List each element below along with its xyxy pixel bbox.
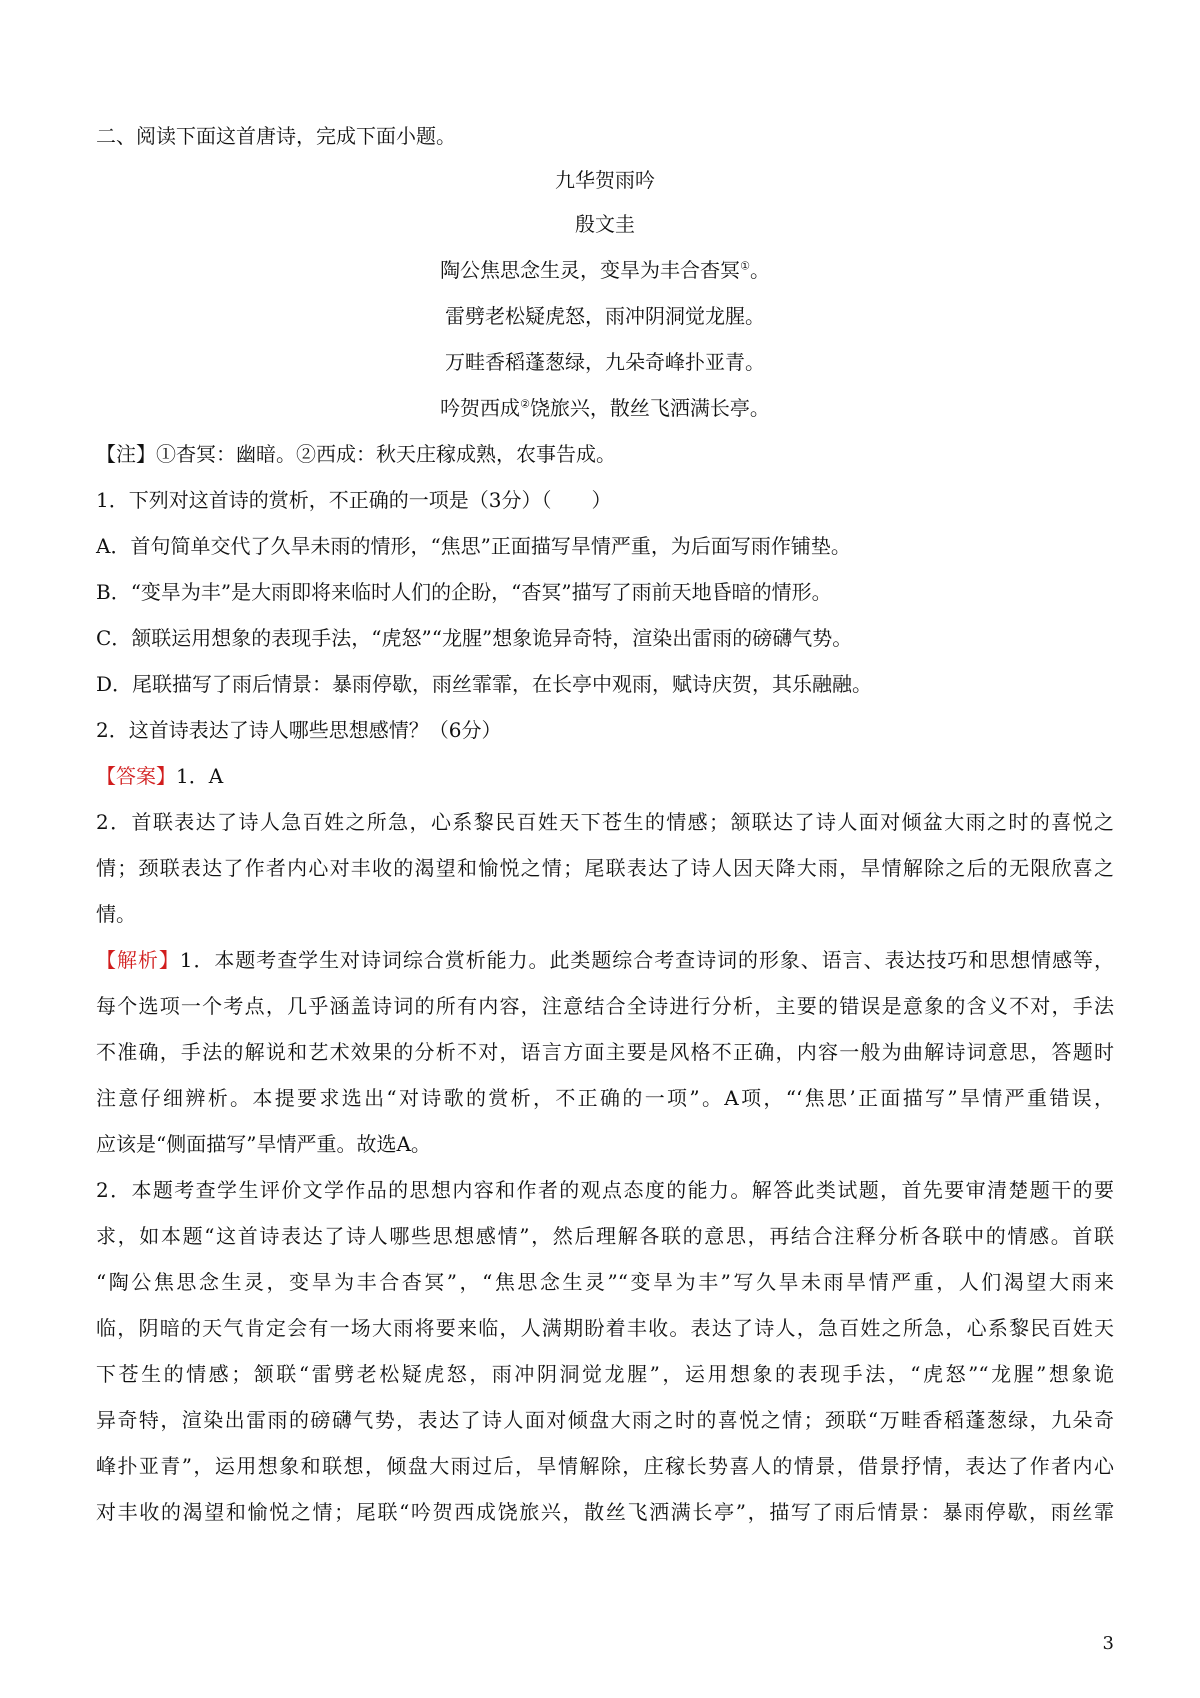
poem-author: 殷文圭 (575, 212, 635, 236)
analysis-p2-line-1: 2．本题考查学生评价文学作品的思想内容和作者的观点态度的能力。解答此类试题，首先要审清楚题干的要 (96, 1178, 1114, 1202)
analysis-p1-line-3: 不准确，手法的解说和艺术效果的分析不对，语言方面主要是风格不正确，内容一般为曲解诗词意思，答题时 (96, 1040, 1114, 1064)
option-a: A．首句简单交代了久旱未雨的情形，“焦思”正面描写旱情严重，为后面写雨作铺垫。 (96, 534, 851, 558)
analysis-p2-line-6: 异奇特，渲染出雷雨的磅礴气势，表达了诗人面对倾盘大雨之时的喜悦之情；颈联“万畦香稻蓬葱绿，九朵奇 (96, 1408, 1114, 1432)
analysis-p2-line-5: 下苍生的情感；颔联“雷劈老松疑虎怒，雨冲阴洞觉龙腥”，运用想象的表现手法，“虎怒”“龙腥”想象诡 (96, 1362, 1114, 1386)
analysis-p2-line-4: 临，阴暗的天气肯定会有一场大雨将要来临，人满期盼着丰收。表达了诗人，急百姓之所急，心系黎民百姓天 (96, 1316, 1114, 1340)
poem-line-1: 陶公焦思念生灵，变旱为丰合杳冥①。 (440, 258, 770, 282)
analysis-label: 【解析】 (96, 948, 180, 972)
poem-line-2: 雷劈老松疑虎怒，雨冲阴洞觉龙腥。 (445, 304, 765, 328)
page-number: 3 (1102, 1633, 1114, 1654)
option-c: C．颔联运用想象的表现手法，“虎怒”“龙腥”想象诡异奇特，渲染出雷雨的磅礴气势。 (96, 626, 853, 650)
analysis-p2-line-2: 求，如本题“这首诗表达了诗人哪些思想感情”，然后理解各联的意思，再结合注释分析各联中的情感。首联 (96, 1224, 1114, 1248)
question-1: 1．下列对这首诗的赏析，不正确的一项是（3分）（ ） (96, 488, 612, 512)
answer-label: 【答案】 (96, 764, 176, 788)
answer-q1: 【答案】1．A (96, 764, 224, 788)
answer-q2-line-1: 2．首联表达了诗人急百姓之所急，心系黎民百姓天下苍生的情感；颔联达了诗人面对倾盆大雨之时的喜悦之 (96, 810, 1114, 834)
section-heading: 二、阅读下面这首唐诗，完成下面小题。 (96, 124, 456, 148)
analysis-p1-line-4: 注意仔细辨析。本提要求选出“对诗歌的赏析，不正确的一项”。A项，“‘焦思’正面描写”旱情严重错误， (96, 1086, 1114, 1110)
poem-line-3: 万畦香稻蓬葱绿，九朵奇峰扑亚青。 (445, 350, 765, 374)
analysis-p1-line-2: 每个选项一个考点，几乎涵盖诗词的所有内容，注意结合全诗进行分析，主要的错误是意象的含义不对，手法 (96, 994, 1114, 1018)
poem-note: 【注】①杳冥：幽暗。②西成：秋天庄稼成熟，农事告成。 (96, 442, 616, 466)
analysis-p2-line-7: 峰扑亚青”，运用想象和联想，倾盘大雨过后，旱情解除，庄稼长势喜人的情景，借景抒情，表达了作者内心 (96, 1454, 1114, 1478)
analysis-p1-line-1: 【解析】1．本题考查学生对诗词综合赏析能力。此类题综合考查诗词的形象、语言、表达技巧和思想情感等， (96, 948, 1114, 972)
option-d: D．尾联描写了雨后情景：暴雨停歇，雨丝霏霏，在长亭中观雨，赋诗庆贺，其乐融融。 (96, 672, 873, 696)
question-2: 2．这首诗表达了诗人哪些思想感情？（6分） (96, 718, 502, 742)
poem-title: 九华贺雨吟 (555, 168, 655, 192)
analysis-p2-line-8: 对丰收的渴望和愉悦之情；尾联“吟贺西成饶旅兴，散丝飞洒满长亭”，描写了雨后情景：暴雨停歇，雨丝霏 (96, 1500, 1114, 1524)
option-b: B．“变旱为丰”是大雨即将来临时人们的企盼，“杳冥”描写了雨前天地昏暗的情形。 (96, 580, 832, 604)
analysis-p1-line-5: 应该是“侧面描写”旱情严重。故选A。 (96, 1132, 431, 1156)
answer-q2-line-3: 情。 (96, 902, 136, 926)
poem-line-4: 吟贺西成②饶旅兴，散丝飞洒满长亭。 (440, 396, 770, 420)
analysis-p2-line-3: “陶公焦思念生灵，变旱为丰合杳冥”，“焦思念生灵”“变旱为丰”写久旱未雨旱情严重，人们渴望大雨来 (96, 1270, 1114, 1294)
answer-q2-line-2: 情；颈联表达了作者内心对丰收的渴望和愉悦之情；尾联表达了诗人因天降大雨，旱情解除之后的无限欣喜之 (96, 856, 1114, 880)
